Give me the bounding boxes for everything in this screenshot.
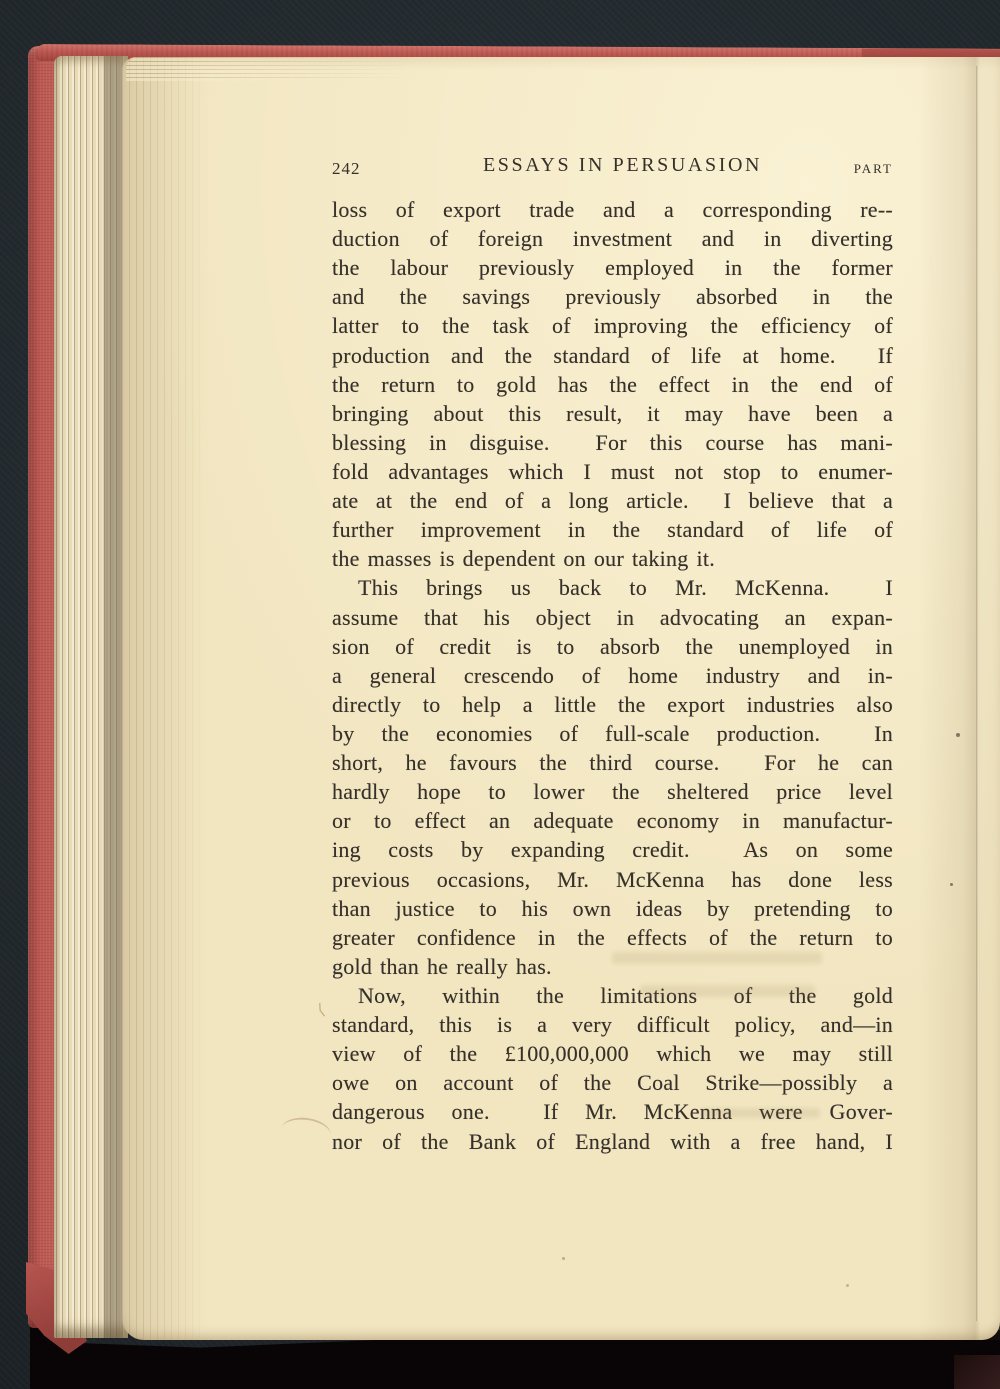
text-line: greater confidence in the effects of the return to	[332, 924, 893, 950]
text-line: ate at the end of a long article. I believe that a	[332, 488, 893, 514]
text-line: loss of export trade and a corresponding re--	[332, 197, 893, 222]
text-line: view of the £100,000,000 which we may still	[332, 1041, 893, 1067]
text-block	[332, 197, 893, 1158]
text-line: standard, this is a very difficult policy, and—in	[332, 1012, 893, 1038]
paper-speck	[950, 883, 953, 886]
text-line: dangerous one. If Mr. McKenna were Gover-	[332, 1099, 893, 1125]
ink-showthrough	[612, 952, 822, 964]
text-line: the labour previously employed in the former	[332, 255, 893, 281]
text-line: fold advantages which I must not stop to enumer-	[332, 458, 893, 484]
text-line: nor of the Bank of England with a free hand, I	[332, 1128, 893, 1154]
page-left-edge-streaks	[122, 57, 217, 1340]
ink-showthrough	[640, 985, 815, 997]
paper-speck	[846, 1284, 849, 1287]
text-line: gold than he really has.	[332, 953, 552, 979]
text-line: than justice to his own ideas by pretending to	[332, 895, 893, 921]
text-line: ing costs by expanding credit. As on some	[332, 837, 893, 863]
page-header	[332, 153, 893, 179]
running-title: ESSAYS IN PERSUASION	[482, 154, 763, 176]
text-line: previous occasions, Mr. McKenna has done less	[332, 866, 893, 892]
gutter-crease-line	[976, 66, 979, 1321]
text-line: or to effect an adequate economy in manufactur-	[332, 808, 893, 834]
part-marker: PART	[853, 161, 893, 176]
text-line: Now, within the limitations of the gold	[358, 982, 893, 1008]
text-line: directly to help a little the export industries also	[332, 691, 893, 717]
text-line: production and the standard of life at home. If	[332, 342, 893, 368]
text-line: duction of foreign investment and in diverting	[332, 226, 893, 252]
text-line: bringing about this result, it may have been a	[332, 400, 893, 426]
text-line: This brings us back to Mr. McKenna. I	[358, 575, 893, 601]
text-line: hardly hope to lower the sheltered price level	[332, 779, 893, 805]
gutter-shading	[918, 57, 1000, 1340]
text-line: the masses is dependent on our taking it.	[332, 546, 716, 572]
text-line: sion of credit is to absorb the unemployed in	[332, 633, 893, 659]
text-line: latter to the task of improving the efficiency of	[332, 313, 893, 339]
text-line: blessing in disguise. For this course has mani-	[332, 429, 893, 455]
paper-speck	[956, 733, 960, 737]
text-line: by the economies of full-scale production. In	[332, 720, 893, 746]
text-line: short, he favours the third course. For he can	[332, 750, 893, 776]
page-top-edge-stack	[126, 57, 446, 81]
fore-edge-page-stack	[54, 56, 128, 1338]
gutter-dark-corner	[954, 1355, 1000, 1389]
text-line: the return to gold has the effect in the end of	[332, 371, 893, 397]
text-line: owe on account of the Coal Strike—possibly a	[332, 1070, 893, 1096]
text-line: assume that his object in advocating an expan-	[332, 604, 893, 630]
paper-speck	[562, 1257, 565, 1260]
pencil-mark: ⟨	[315, 1001, 328, 1020]
text-line: further improvement in the standard of life of	[332, 517, 893, 543]
page-number: 242	[332, 159, 361, 178]
text-line: and the savings previously absorbed in the	[332, 284, 893, 310]
ink-showthrough	[700, 1108, 820, 1118]
text-line: a general crescendo of home industry and in-	[332, 662, 893, 688]
